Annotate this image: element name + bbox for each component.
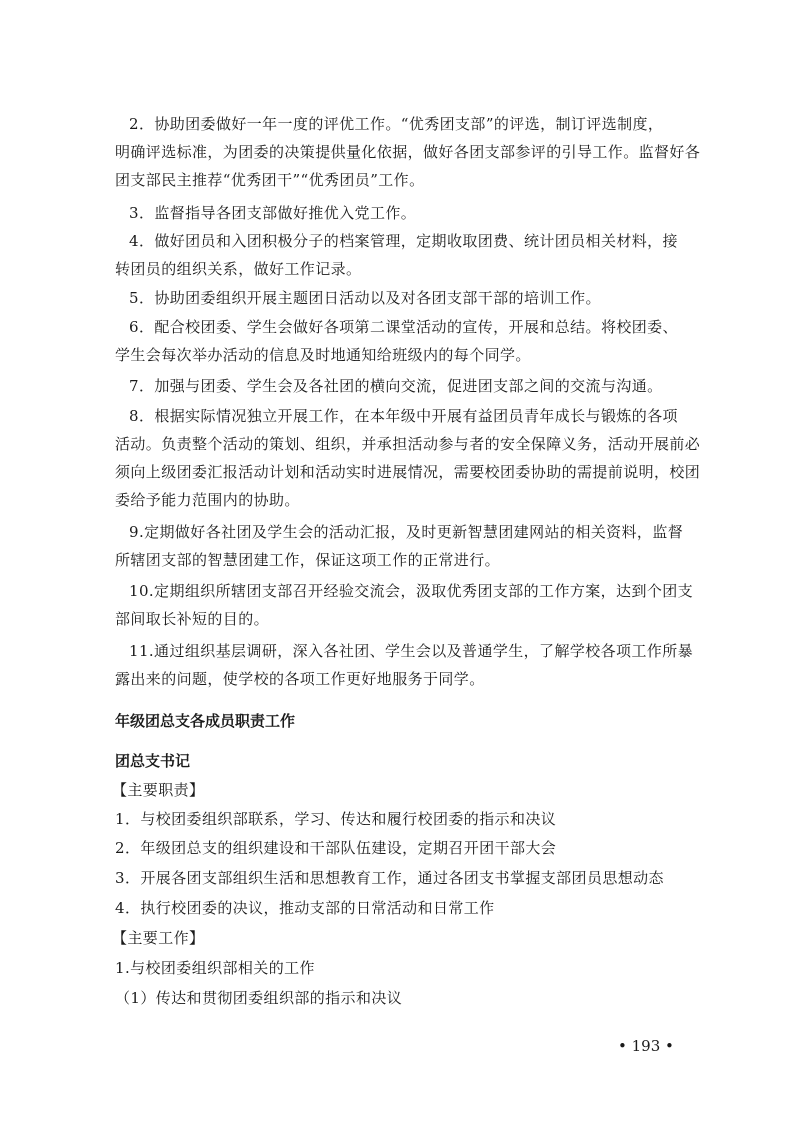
paragraph-2: [115, 110, 701, 194]
paragraph-4: [115, 227, 695, 283]
text-line: 10.定期组织所辖团支部召开经验交流会，汲取优秀团支部的工作方案，达到个团支: [129, 582, 694, 600]
work-item: （1）传达和贯彻团委组织部的指示和决议: [115, 989, 403, 1007]
text-line: 明确评选标准，为团委的决策提供量化依据，做好各团支部参评的引导工作。监督好各: [115, 143, 701, 161]
paragraph-8: [115, 402, 701, 514]
text-line: 7．加强与团委、学生会及各社团的横向交流，促进团支部之间的交流与沟通。: [129, 377, 663, 395]
section-heading: 年级团总支各成员职责工作: [115, 712, 296, 730]
text-line: 4．做好团员和入团积极分子的档案管理，定期收取团费、统计团员相关材料，接: [129, 232, 678, 250]
work-label: 【主要工作】: [112, 929, 205, 947]
text-line: 露出来的问题，使学校的各项工作更好地服务于同学。: [115, 670, 485, 688]
work-item: 1.与校团委组织部相关的工作: [115, 959, 315, 977]
paragraph-6: [115, 313, 695, 369]
text-line: 部间取长补短的目的。: [115, 610, 270, 628]
text-line: 3．监督指导各团支部做好推优入党工作。: [129, 204, 417, 222]
duty-item: 2．年级团总支的组织建设和干部队伍建设，定期召开团干部大会: [115, 839, 557, 857]
paragraph-7: [115, 372, 695, 400]
page-number: • 193 •: [618, 1037, 674, 1055]
duty-item: 3．开展各团支部组织生活和思想教育工作，通过各团支书掌握支部团员思想动态: [115, 869, 664, 887]
text-line: 8．根据实际情况独立开展工作，在本年级中开展有益团员青年成长与锻炼的各项: [129, 407, 678, 425]
text-line: 所辖团支部的智慧团建工作，保证这项工作的正常进行。: [115, 551, 501, 569]
paragraph-11: [115, 637, 695, 693]
text-line: 须向上级团委汇报活动计划和活动实时进展情况，需要校团委协助的需提前说明，校团: [115, 463, 701, 481]
text-line: 委给予能力范围内的协助。: [115, 491, 300, 509]
duty-item: 1．与校团委组织部联系，学习、传达和履行校团委的指示和决议: [115, 810, 557, 828]
duties-label: 【主要职责】: [112, 781, 205, 799]
paragraph-9: [115, 518, 695, 574]
paragraph-10: [115, 577, 695, 633]
text-line: 2．协助团委做好一年一度的评优工作。“优秀团支部”的评选，制订评选制度，: [129, 115, 664, 133]
text-line: 活动。负责整个活动的策划、组织，并承担活动参与者的安全保障义务，活动开展前必: [115, 435, 701, 453]
text-line: 团支部民主推荐“优秀团干”“优秀团员”工作。: [115, 171, 425, 189]
text-line: 5．协助团委组织开展主题团日活动以及对各团支部干部的培训工作。: [129, 289, 601, 307]
text-line: 学生会每次举办活动的信息及时地通知给班级内的每个同学。: [115, 346, 531, 364]
subsection-heading: 团总支书记: [115, 752, 191, 770]
paragraph-3: [115, 199, 695, 227]
text-line: 6．配合校团委、学生会做好各项第二课堂活动的宣传，开展和总结。将校团委、: [129, 318, 678, 336]
text-line: 转团员的组织关系，做好工作记录。: [115, 260, 362, 278]
paragraph-5: [115, 284, 695, 312]
text-line: 9.定期做好各社团及学生会的活动汇报，及时更新智慧团建网站的相关资料，监督: [129, 523, 684, 541]
text-line: 11.通过组织基层调研，深入各社团、学生会以及普通学生，了解学校各项工作所暴: [129, 642, 694, 660]
duty-item: 4．执行校团委的决议，推动支部的日常活动和日常工作: [115, 899, 495, 917]
